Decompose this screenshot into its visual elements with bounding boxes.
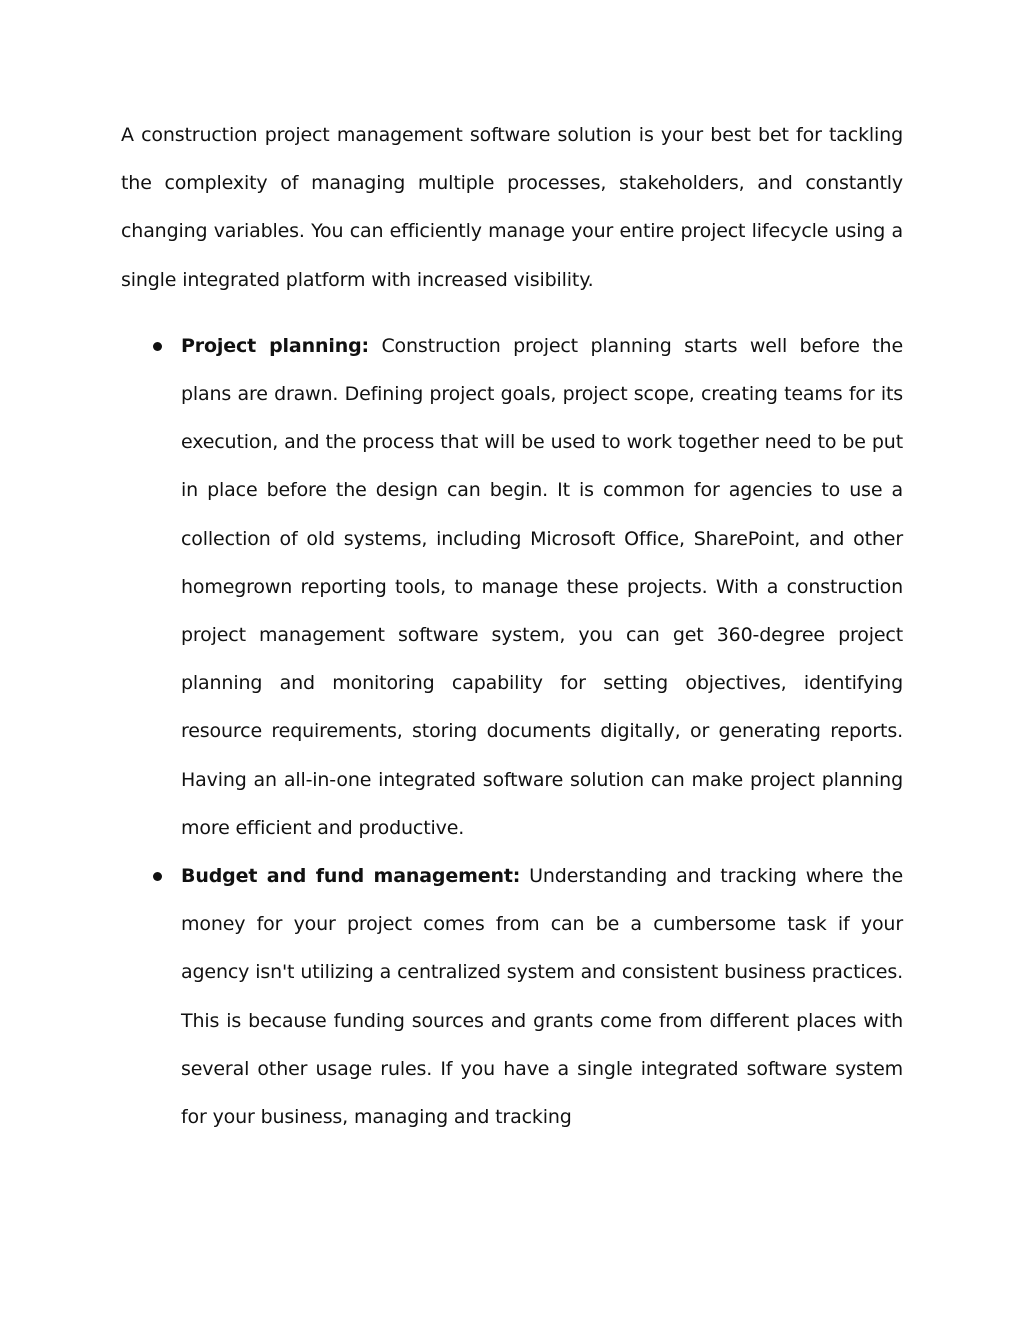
- bullet-text: Understanding and tracking where the money for your project comes from can be a cumbersome task if your agency isn't utilizing a centralized system and consistent business practices. This is because funding sources and grants come from different places with several other usage rules. If you have a single integrated software system for your business, managing and tracking: [181, 865, 903, 1129]
- bullet-icon: [153, 872, 162, 881]
- bullet-list: [121, 322, 903, 1141]
- intro-paragraph: A construction project management software solution is your best bet for tackling the complexity of managing multiple processes, stakeholders, and constantly changing variables. You can efficiently manage your entire project lifecycle using a single integrated platform with increased visibility.: [121, 124, 903, 291]
- document-page: [121, 111, 903, 1141]
- bullet-term: Budget and fund management:: [181, 865, 521, 888]
- bullet-term: Project planning:: [181, 334, 369, 357]
- bullet-item-project-planning: [121, 322, 903, 852]
- bullet-icon: [153, 342, 162, 351]
- bullet-item-budget-fund-management: [121, 852, 903, 1141]
- bullet-text: Construction project planning starts well before the plans are drawn. Defining project goals, project scope, creating teams for its execution, and the process that will be used to work together need to be put in place before the design can begin. It is common for agencies to use a collection of old systems, including Microsoft Office, SharePoint, and other homegrown reporting tools, to manage these projects. With a construction project management software system, you can get 360-degree project planning and monitoring capability for setting objectives, identifying resource requirements, storing documents digitally, or generating reports. Having an all-in-one integrated software solution can make project planning more efficient and productive.: [181, 334, 903, 839]
